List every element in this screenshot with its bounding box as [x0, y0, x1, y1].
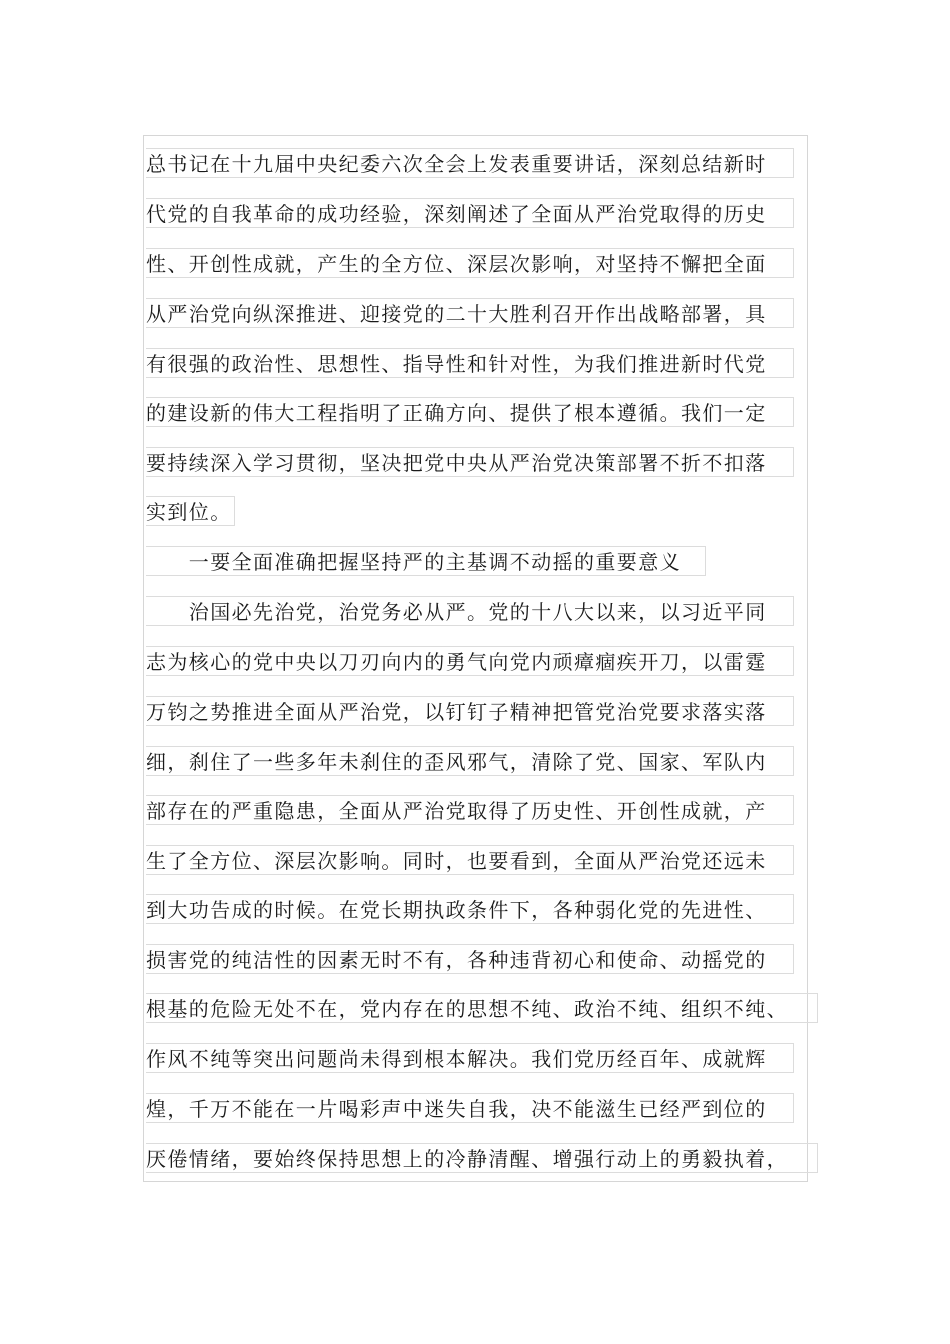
text-line: 总书记在十九届中央纪委六次全会上发表重要讲话，深刻总结新时 [146, 148, 794, 178]
text-line: 要持续深入学习贯彻，坚决把党中央从严治党决策部署不折不扣落 [146, 447, 794, 477]
text-line: 部存在的严重隐患，全面从严治党取得了历史性、开创性成就，产 [146, 795, 794, 825]
text-line: 志为核心的党中央以刀刃向内的勇气向党内顽瘴痼疾开刀，以雷霆 [146, 646, 794, 676]
text-line: 的建设新的伟大工程指明了正确方向、提供了根本遵循。我们一定 [146, 397, 794, 427]
text-line: 从严治党向纵深推进、迎接党的二十大胜利召开作出战略部署，具 [146, 298, 794, 328]
text-line: 到大功告成的时候。在党长期执政条件下，各种弱化党的先进性、 [146, 894, 794, 924]
text-line: 治国必先治党，治党务必从严。党的十八大以来，以习近平同 [146, 596, 794, 626]
text-line: 万钧之势推进全面从严治党，以钉钉子精神把管党治党要求落实落 [146, 696, 794, 726]
text-line: 性、开创性成就，产生的全方位、深层次影响，对坚持不懈把全面 [146, 248, 794, 278]
text-line: 煌，千万不能在一片喝彩声中迷失自我，决不能滋生已经严到位的 [146, 1093, 794, 1123]
text-line: 根基的危险无处不在，党内存在的思想不纯、政治不纯、组织不纯、 [146, 993, 818, 1023]
text-line: 细，刹住了一些多年未刹住的歪风邪气，清除了党、国家、军队内 [146, 746, 794, 776]
text-line: 实到位。 [146, 496, 235, 526]
text-line: 有很强的政治性、思想性、指导性和针对性，为我们推进新时代党 [146, 348, 794, 378]
text-line: 厌倦情绪，要始终保持思想上的冷静清醒、增强行动上的勇毅执着， [146, 1143, 818, 1173]
section-heading: 一要全面准确把握坚持严的主基调不动摇的重要意义 [146, 546, 706, 576]
text-line: 生了全方位、深层次影响。同时，也要看到，全面从严治党还远未 [146, 845, 794, 875]
text-line: 代党的自我革命的成功经验，深刻阐述了全面从严治党取得的历史 [146, 198, 794, 228]
text-line: 损害党的纯洁性的因素无时不有，各种违背初心和使命、动摇党的 [146, 944, 794, 974]
text-line: 作风不纯等突出问题尚未得到根本解决。我们党历经百年、成就辉 [146, 1043, 794, 1073]
